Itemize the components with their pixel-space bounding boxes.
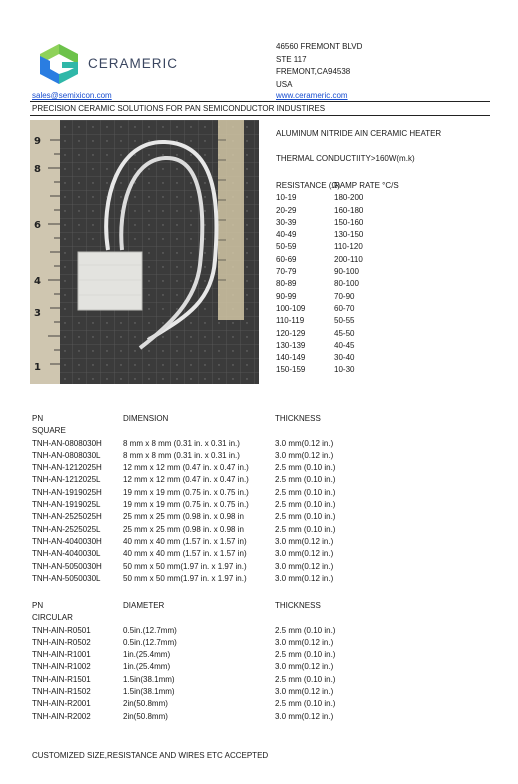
table-row xyxy=(32,574,472,586)
table-cell: 8 mm x 8 mm (0.31 in. x 0.31 in.) xyxy=(123,438,240,448)
table-cell: 30-39 xyxy=(276,217,297,227)
table-header-row xyxy=(32,601,472,613)
cerameric-logo-icon xyxy=(38,44,80,84)
diameter-header: DIAMETER xyxy=(123,601,165,610)
table-cell: 8 mm x 8 mm (0.31 in. x 0.31 in.) xyxy=(123,450,240,460)
table-cell: TNH-AN-0808030L xyxy=(32,450,101,460)
product-title: ALUMINUM NITRIDE AIN CERAMIC HEATER xyxy=(276,129,442,138)
address-line: FREMONT,CA94538 xyxy=(276,67,351,76)
table-cell: TNH-AN-2525025H xyxy=(32,512,102,522)
table-cell: 25 mm x 25 mm (0.98 in. x 0.98 in xyxy=(123,512,244,522)
thickness-header: THICKNESS xyxy=(275,601,321,610)
table-cell: 30-40 xyxy=(334,353,355,363)
table-cell: 2.5 mm (0.10 in.) xyxy=(275,674,336,684)
company-address xyxy=(276,41,362,91)
table-cell: 150-160 xyxy=(334,217,364,227)
table-cell: 80-100 xyxy=(334,279,359,289)
section-label: CIRCULAR xyxy=(32,613,73,623)
address-line: 46560 FREMONT BLVD xyxy=(276,42,363,51)
table-cell: 3.0 mm(0.12 in.) xyxy=(275,662,334,672)
table-row xyxy=(276,292,456,304)
table-cell: 70-79 xyxy=(276,267,297,277)
table-cell: 2.5 mm (0.10 in.) xyxy=(275,500,336,510)
table-cell: 60-70 xyxy=(334,303,355,313)
table-cell: 2.5 mm (0.10 in.) xyxy=(275,463,336,473)
table-cell: 10-19 xyxy=(276,193,297,203)
table-cell: TNH-AIN-R2001 xyxy=(32,699,91,709)
table-cell: TNH-AN-1919025L xyxy=(32,500,101,510)
heater-photo-illustration xyxy=(30,120,259,384)
address-line: STE 117 xyxy=(276,54,307,64)
footer-note: CUSTOMIZED SIZE,RESISTANCE AND WIRES ETC ACCEPTED xyxy=(32,751,269,760)
table-cell: 3.0 mm(0.12 in.) xyxy=(275,549,334,559)
resistance-header: RESISTANCE (Ω) xyxy=(276,181,341,190)
pn-header: PN xyxy=(32,601,44,610)
table-cell: 2.5 mm (0.10 in.) xyxy=(275,475,336,485)
table-cell: 3.0 mm(0.12 in.) xyxy=(275,536,334,546)
table-row xyxy=(32,488,472,500)
table-cell: 40 mm x 40 mm (1.57 in. x 1.57 in) xyxy=(123,536,247,546)
table-cell: 40-45 xyxy=(334,340,355,350)
table-row xyxy=(276,353,456,365)
table-cell: 10-30 xyxy=(334,365,355,375)
table-cell: TNH-AN-5050030L xyxy=(32,573,101,583)
thickness-header: THICKNESS xyxy=(275,414,321,423)
table-cell: 130-139 xyxy=(276,340,306,350)
table-cell: 50-59 xyxy=(276,242,297,252)
table-cell: 19 mm x 19 mm (0.75 in. x 0.75 in.) xyxy=(123,500,249,510)
table-row xyxy=(276,242,456,254)
dimension-header: DIMENSION xyxy=(123,414,169,423)
table-cell: TNH-AIN-R1001 xyxy=(32,650,91,660)
resistance-ramp-table xyxy=(276,181,456,378)
table-cell: 1.5in(38.1mm) xyxy=(123,674,175,684)
brand-name: CERAMERIC xyxy=(88,56,179,71)
table-cell: 70-90 xyxy=(334,291,355,301)
table-row xyxy=(32,525,472,537)
table-cell: 25 mm x 25 mm (0.98 in. x 0.98 in xyxy=(123,524,244,534)
email-link[interactable]: sales@semixicon.com xyxy=(32,91,112,100)
table-cell: TNH-AIN-R0501 xyxy=(32,625,91,635)
heater-photo xyxy=(30,120,259,384)
table-cell: TNH-AN-4040030H xyxy=(32,536,102,546)
table-cell: TNH-AIN-R2002 xyxy=(32,711,91,721)
table-cell: 2in(50.8mm) xyxy=(123,711,168,721)
table-cell: 90-100 xyxy=(334,267,359,277)
table-cell: TNH-AN-1919025H xyxy=(32,487,102,497)
table-row xyxy=(32,650,472,662)
section-label: SQUARE xyxy=(32,426,66,436)
table-cell: 12 mm x 12 mm (0.47 in. x 0.47 in.) xyxy=(123,475,249,485)
table-cell: 2in(50.8mm) xyxy=(123,699,168,709)
address-line: USA xyxy=(276,79,293,89)
ramp-header: RAMP RATE °C/S xyxy=(334,181,399,190)
table-cell: 0.5in.(12.7mm) xyxy=(123,625,177,635)
table-row xyxy=(32,675,472,687)
table-cell: 0.5in.(12.7mm) xyxy=(123,637,177,647)
table-cell: 60-69 xyxy=(276,254,297,264)
table-cell: TNH-AN-1212025L xyxy=(32,475,101,485)
divider xyxy=(30,115,490,116)
svg-text:1: 1 xyxy=(34,362,41,373)
svg-text:9: 9 xyxy=(34,136,41,147)
table-cell: 180-200 xyxy=(334,193,364,203)
table-row xyxy=(276,341,456,353)
table-row xyxy=(276,279,456,291)
circular-table xyxy=(32,601,472,724)
table-cell: 40-49 xyxy=(276,230,297,240)
product-conductivity: THERMAL CONDUCTIITY>160W(m.k) xyxy=(276,154,415,163)
table-cell: 50-55 xyxy=(334,316,355,326)
table-row xyxy=(32,562,472,574)
table-cell: 2.5 mm (0.10 in.) xyxy=(275,699,336,709)
table-row xyxy=(32,451,472,463)
table-cell: 50 mm x 50 mm(1.97 in. x 1.97 in.) xyxy=(123,561,247,571)
table-cell: 12 mm x 12 mm (0.47 in. x 0.47 in.) xyxy=(123,463,249,473)
table-row xyxy=(276,267,456,279)
table-cell: 100-109 xyxy=(276,303,306,313)
table-cell: 150-159 xyxy=(276,365,306,375)
table-row xyxy=(276,316,456,328)
table-row xyxy=(276,206,456,218)
table-cell: 120-129 xyxy=(276,328,306,338)
table-cell: 1in.(25.4mm) xyxy=(123,662,171,672)
table-row xyxy=(276,230,456,242)
section-row xyxy=(32,613,472,625)
table-cell: 2.5 mm (0.10 in.) xyxy=(275,524,336,534)
table-cell: 2.5 mm (0.10 in.) xyxy=(275,650,336,660)
table-cell: 50 mm x 50 mm(1.97 in. x 1.97 in.) xyxy=(123,573,247,583)
table-row xyxy=(276,193,456,205)
table-cell: 200-110 xyxy=(334,254,363,264)
table-cell: 45-50 xyxy=(334,328,355,338)
table-cell: TNH-AIN-R1501 xyxy=(32,674,91,684)
table-cell: TNH-AIN-R1002 xyxy=(32,662,91,672)
table-cell: 2.5 mm (0.10 in.) xyxy=(275,487,336,497)
table-row xyxy=(32,699,472,711)
table-row xyxy=(276,329,456,341)
table-cell: TNH-AN-0808030H xyxy=(32,438,102,448)
table-row xyxy=(276,255,456,267)
section-row xyxy=(32,426,472,438)
svg-text:6: 6 xyxy=(34,220,41,231)
table-row xyxy=(32,537,472,549)
table-cell: 160-180 xyxy=(334,205,364,215)
table-cell: TNH-AN-4040030L xyxy=(32,549,101,559)
table-cell: 1.5in(38.1mm) xyxy=(123,687,175,697)
table-cell: TNH-AN-2525025L xyxy=(32,524,101,534)
table-cell: 2.5 mm (0.10 in.) xyxy=(275,512,336,522)
table-row xyxy=(276,218,456,230)
table-cell: TNH-AN-5050030H xyxy=(32,561,102,571)
table-cell: 3.0 mm(0.12 in.) xyxy=(275,561,334,571)
pn-header: PN xyxy=(32,414,44,423)
table-cell: 19 mm x 19 mm (0.75 in. x 0.75 in.) xyxy=(123,487,249,497)
tagline: PRECISION CERAMIC SOLUTIONS FOR PAN SEMICONDUCTOR INDUSTIRES xyxy=(32,104,326,113)
table-cell: 110-120 xyxy=(334,242,363,252)
table-cell: 140-149 xyxy=(276,353,306,363)
table-row xyxy=(32,512,472,524)
table-cell: 3.0 mm(0.12 in.) xyxy=(275,438,334,448)
table-cell: 3.0 mm(0.12 in.) xyxy=(275,637,334,647)
table-cell: 3.0 mm(0.12 in.) xyxy=(275,573,334,583)
table-row xyxy=(32,638,472,650)
table-row xyxy=(32,662,472,674)
table-row xyxy=(32,475,472,487)
svg-text:3: 3 xyxy=(34,308,41,319)
table-cell: 3.0 mm(0.12 in.) xyxy=(275,711,334,721)
table-cell: 90-99 xyxy=(276,291,297,301)
table-cell: 3.0 mm(0.12 in.) xyxy=(275,687,334,697)
table-row xyxy=(32,687,472,699)
table-row xyxy=(32,549,472,561)
table-row xyxy=(32,712,472,724)
table-cell: 80-89 xyxy=(276,279,297,289)
divider xyxy=(30,101,490,102)
table-cell: 40 mm x 40 mm (1.57 in. x 1.57 in) xyxy=(123,549,247,559)
table-row xyxy=(32,439,472,451)
table-cell: 2.5 mm (0.10 in.) xyxy=(275,625,336,635)
website-link[interactable]: www.cerameric.com xyxy=(276,91,348,100)
table-cell: 3.0 mm(0.12 in.) xyxy=(275,450,334,460)
svg-text:8: 8 xyxy=(34,164,41,175)
table-cell: 1in.(25.4mm) xyxy=(123,650,171,660)
table-cell: 20-29 xyxy=(276,205,297,215)
table-row xyxy=(32,500,472,512)
svg-text:4: 4 xyxy=(34,276,41,287)
square-table xyxy=(32,414,472,586)
table-cell: TNH-AN-1212025H xyxy=(32,463,102,473)
table-cell: 130-150 xyxy=(334,230,364,240)
table-header-row xyxy=(276,181,456,193)
table-row xyxy=(276,304,456,316)
table-cell: TNH-AIN-R0502 xyxy=(32,637,91,647)
table-row xyxy=(276,365,456,377)
table-row xyxy=(32,626,472,638)
table-header-row xyxy=(32,414,472,426)
table-cell: 110-119 xyxy=(276,316,305,326)
table-row xyxy=(32,463,472,475)
table-cell: TNH-AIN-R1502 xyxy=(32,687,91,697)
